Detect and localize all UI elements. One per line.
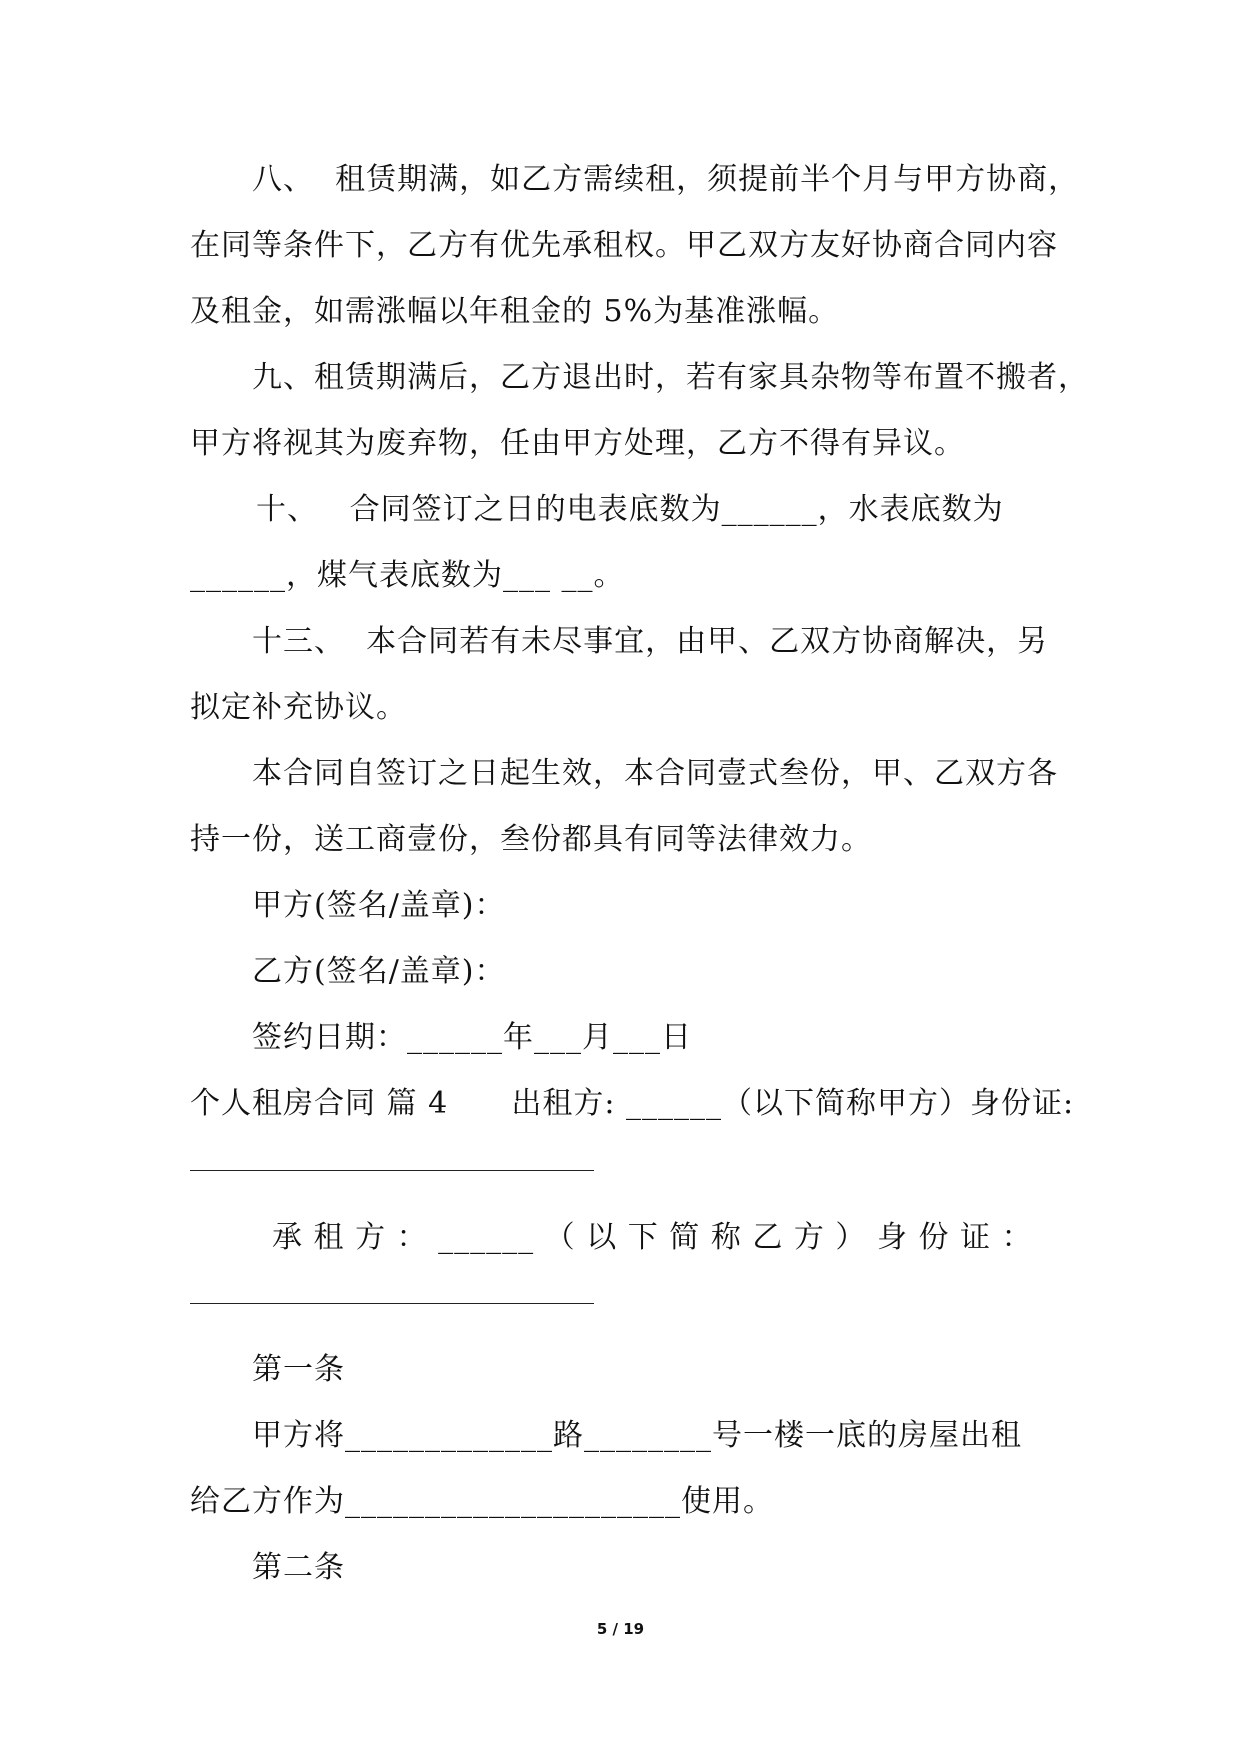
article-1-title: 第一条 xyxy=(252,1352,345,1387)
article-2-title: 第二条 xyxy=(252,1550,345,1585)
clause-9-line-1: 九、租赁期满后，乙方退出时，若有家具杂物等布置不搬者， xyxy=(252,360,1089,395)
clause-8-line-3: 及租金，如需涨幅以年租金的 5%为基准涨幅。 xyxy=(190,294,840,329)
party-a-signature: 甲方(签名/盖章)： xyxy=(252,888,506,923)
party-b-signature: 乙方(签名/盖章)： xyxy=(252,954,506,989)
clause-13-line-2: 拟定补充协议。 xyxy=(190,690,407,725)
page-number: 5 / 19 xyxy=(596,1620,645,1638)
lessee-line: 承 租 方 ： ______ （ 以 下 简 称 乙 方 ） 身 份 证 ： xyxy=(272,1220,1033,1255)
id-number-blank-line xyxy=(190,1170,594,1171)
clause-10-line-2: ______，煤气表底数为___ __。 xyxy=(190,558,625,593)
effect-line-1: 本合同自签订之日起生效，本合同壹式叁份，甲、乙双方各 xyxy=(252,756,1058,791)
article-1-line-2: 给乙方作为_____________________使用。 xyxy=(190,1484,774,1519)
lessee-id-blank-line xyxy=(190,1303,594,1304)
clause-10-line-1: 十、 合同签订之日的电表底数为______，水表底数为 xyxy=(256,492,1004,527)
clause-8-line-1: 八、 租赁期满，如乙方需续租，须提前半个月与甲方协商， xyxy=(252,162,1080,197)
effect-line-2: 持一份，送工商壹份，叁份都具有同等法律效力。 xyxy=(190,822,872,857)
clause-8-line-2: 在同等条件下，乙方有优先承租权。甲乙双方友好协商合同内容 xyxy=(190,228,1058,263)
signing-date: 签约日期：______年___月___日 xyxy=(252,1020,692,1055)
clause-9-line-2: 甲方将视其为废弃物，任由甲方处理，乙方不得有异议。 xyxy=(190,426,965,461)
clause-13-line-1: 十三、 本合同若有未尽事宜，由甲、乙双方协商解决，另 xyxy=(252,624,1049,659)
contract-4-heading: 个人租房合同 篇 4 出租方: ______（以下简称甲方）身份证: xyxy=(190,1086,1075,1121)
article-1-line-1: 甲方将_____________路________号一楼一底的房屋出租 xyxy=(252,1418,1022,1453)
